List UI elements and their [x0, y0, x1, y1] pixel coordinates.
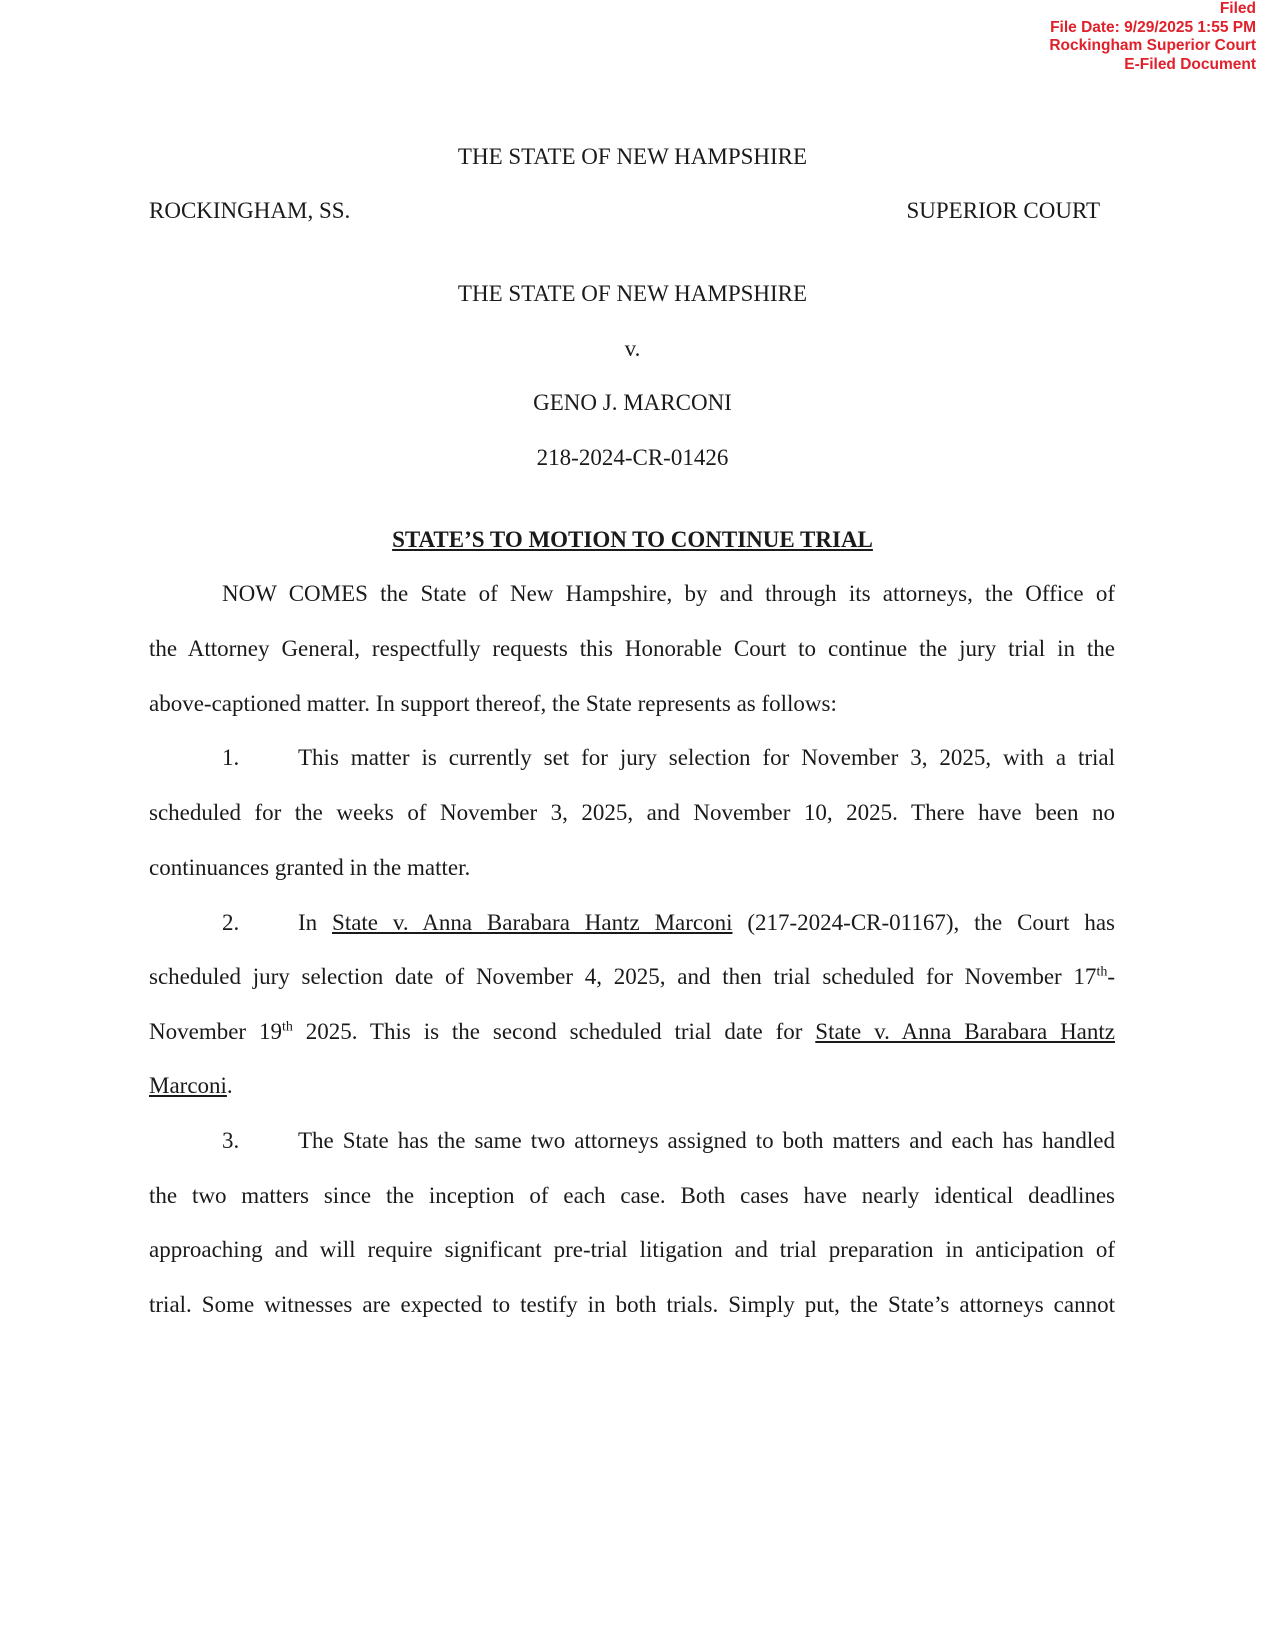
- defendant-name: GENO J. MARCONI: [533, 390, 732, 415]
- case-citation: State v. Anna Barabara Hantz: [815, 1019, 1115, 1044]
- efiling-stamp: [1049, 0, 1256, 74]
- case-citation: Marconi: [149, 1073, 227, 1098]
- intro-line-2: the Attorney General, respectfully requests this Honorable Court to continue the jury trial in the: [149, 636, 1115, 661]
- docket-number: 218-2024-CR-01426: [536, 445, 729, 470]
- document-title: STATE’S TO MOTION TO CONTINUE TRIAL: [392, 527, 873, 552]
- para3-line-1: 3. The State has the same two attorneys assigned to both matters and each has handled: [222, 1128, 1115, 1153]
- stamp-filed: Filed: [1219, 0, 1256, 17]
- para3-line-2: the two matters since the inception of each case. Both cases have nearly identical deadlines: [149, 1183, 1115, 1208]
- para1-line-1: 1. This matter is currently set for jury selection for November 3, 2025, with a trial: [222, 745, 1115, 770]
- para2-number: 2.: [222, 910, 240, 935]
- intro-line-1: NOW COMES the State of New Hampshire, by and through its attorneys, the Office of: [222, 581, 1115, 606]
- para3-number: 3.: [222, 1128, 240, 1153]
- case-citation: State v. Anna Barabara Hantz Marconi: [332, 910, 733, 935]
- para2-line-2: scheduled jury selection date of November 4, 2025, and then trial scheduled for November 17th-: [149, 964, 1115, 989]
- court-caption: SUPERIOR COURT: [906, 198, 1100, 223]
- stamp-court: Rockingham Superior Court: [1049, 37, 1256, 54]
- para3-line-3: approaching and will require significant pre-trial litigation and trial preparation in anticipation of: [149, 1237, 1115, 1262]
- para2-line-4: Marconi.: [149, 1073, 233, 1098]
- para2-line-1: 2. In State v. Anna Barabara Hantz Marconi (217-2024-CR-01167), the Court has: [222, 910, 1115, 935]
- stamp-efiled: E-Filed Document: [1124, 55, 1256, 73]
- para1-number: 1.: [222, 745, 240, 770]
- intro-line-3: above-captioned matter. In support thereof, the State represents as follows:: [149, 691, 837, 716]
- state-heading: THE STATE OF NEW HAMPSHIRE: [457, 144, 808, 169]
- para1-line-2: scheduled for the weeks of November 3, 2025, and November 10, 2025. There have been no: [149, 800, 1115, 825]
- versus: v.: [624, 336, 641, 361]
- county-caption: ROCKINGHAM, SS.: [149, 198, 351, 223]
- plaintiff-name: THE STATE OF NEW HAMPSHIRE: [457, 281, 808, 306]
- para1-line-3: continuances granted in the matter.: [149, 855, 471, 880]
- stamp-file-date: File Date: 9/29/2025 1:55 PM: [1050, 18, 1256, 36]
- para2-line-3: November 19th 2025. This is the second scheduled trial date for State v. Anna Barabara Hantz: [149, 1019, 1115, 1044]
- para3-line-4: trial. Some witnesses are expected to testify in both trials. Simply put, the State’s attorneys cannot: [149, 1292, 1115, 1317]
